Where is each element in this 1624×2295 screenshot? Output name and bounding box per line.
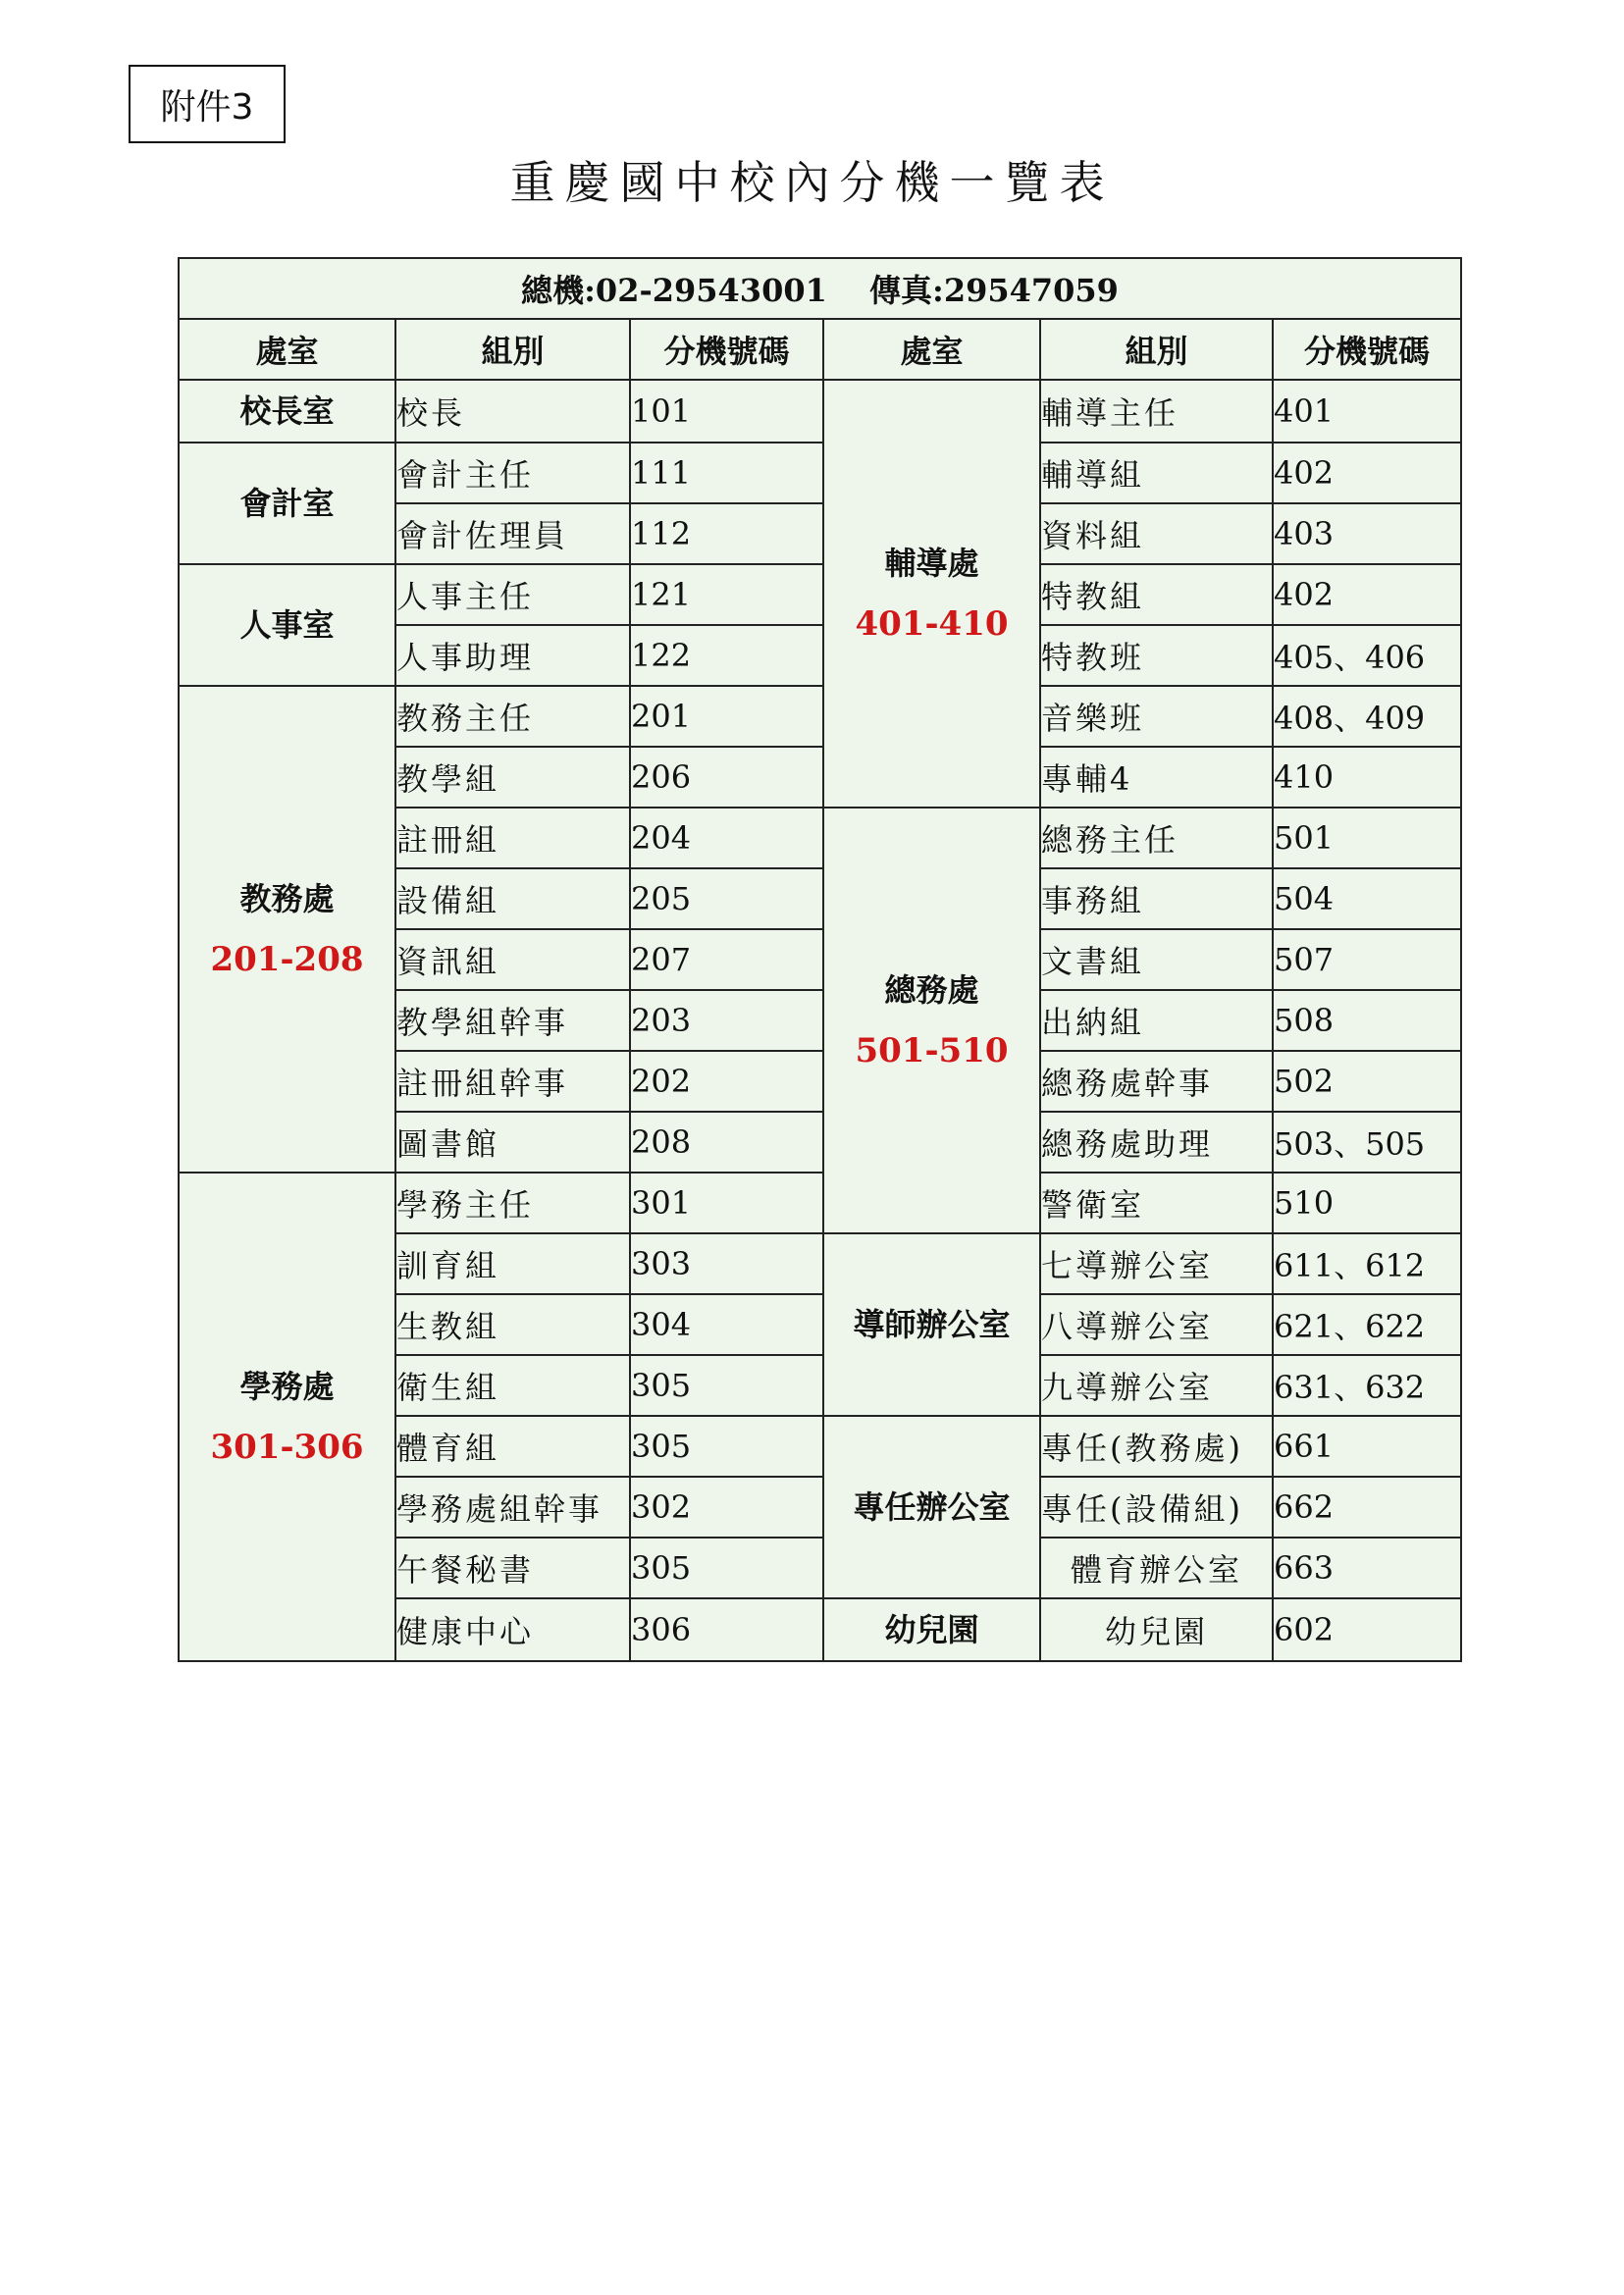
header-office-left: 處室 xyxy=(179,319,395,380)
ext-cell: 507 xyxy=(1273,929,1461,990)
ext-cell: 303 xyxy=(630,1233,823,1294)
page-title: 重慶國中校內分機一覽表 xyxy=(509,156,1115,209)
office-kindergarten: 幼兒園 xyxy=(823,1598,1040,1661)
group-cell: 生教組 xyxy=(395,1294,630,1355)
ext-cell: 410 xyxy=(1273,747,1461,808)
ext-cell: 402 xyxy=(1273,443,1461,503)
ext-cell: 207 xyxy=(630,929,823,990)
header-office-right: 處室 xyxy=(823,319,1040,380)
student-affairs-range: 301-306 xyxy=(210,1428,364,1467)
office-student-affairs: 學務處 301-306 xyxy=(179,1173,395,1661)
group-cell: 人事主任 xyxy=(395,564,630,625)
ext-cell: 502 xyxy=(1273,1051,1461,1112)
header-ext-left: 分機號碼 xyxy=(630,319,823,380)
header-ext-right: 分機號碼 xyxy=(1273,319,1461,380)
ext-cell: 602 xyxy=(1273,1598,1461,1661)
office-counseling: 輔導處 401-410 xyxy=(823,380,1040,808)
group-cell: 總務處幹事 xyxy=(1040,1051,1273,1112)
group-cell: 校長 xyxy=(395,380,630,443)
counseling-range: 401-410 xyxy=(855,604,1009,644)
group-cell: 特教班 xyxy=(1040,625,1273,686)
group-cell: 專輔4 xyxy=(1040,747,1273,808)
group-cell: 學務主任 xyxy=(395,1173,630,1233)
ext-cell: 408、409 xyxy=(1273,686,1461,747)
group-cell: 總務主任 xyxy=(1040,808,1273,868)
ext-cell: 661 xyxy=(1273,1416,1461,1477)
office-subject-teachers: 專任辦公室 xyxy=(823,1416,1040,1598)
office-academic: 教務處 201-208 xyxy=(179,686,395,1173)
group-cell: 會計佐理員 xyxy=(395,503,630,564)
group-cell: 七導辦公室 xyxy=(1040,1233,1273,1294)
group-cell: 專任(設備組) xyxy=(1040,1477,1273,1538)
group-cell: 健康中心 xyxy=(395,1598,630,1661)
table-row xyxy=(179,443,1461,503)
group-cell: 午餐秘書 xyxy=(395,1538,630,1598)
ext-cell: 403 xyxy=(1273,503,1461,564)
table-row xyxy=(179,1173,1461,1233)
office-homeroom: 導師辦公室 xyxy=(823,1233,1040,1416)
ext-cell: 401 xyxy=(1273,380,1461,443)
ext-cell: 205 xyxy=(630,868,823,929)
ext-cell: 631、632 xyxy=(1273,1355,1461,1416)
group-cell: 會計主任 xyxy=(395,443,630,503)
ext-cell: 305 xyxy=(630,1416,823,1477)
ext-cell: 302 xyxy=(630,1477,823,1538)
ext-cell: 206 xyxy=(630,747,823,808)
header-row xyxy=(179,319,1461,380)
attachment-label: 附件3 xyxy=(129,65,286,143)
ext-cell: 306 xyxy=(630,1598,823,1661)
ext-cell: 504 xyxy=(1273,868,1461,929)
extension-table xyxy=(178,257,1462,1662)
ext-cell: 305 xyxy=(630,1538,823,1598)
ext-cell: 202 xyxy=(630,1051,823,1112)
group-cell: 資訊組 xyxy=(395,929,630,990)
group-cell: 出納組 xyxy=(1040,990,1273,1051)
group-cell: 事務組 xyxy=(1040,868,1273,929)
ext-cell: 305 xyxy=(630,1355,823,1416)
group-cell: 專任(教務處) xyxy=(1040,1416,1273,1477)
ext-cell: 208 xyxy=(630,1112,823,1173)
ext-cell: 662 xyxy=(1273,1477,1461,1538)
ext-cell: 611、612 xyxy=(1273,1233,1461,1294)
group-cell: 音樂班 xyxy=(1040,686,1273,747)
ext-cell: 101 xyxy=(630,380,823,443)
office-principal: 校長室 xyxy=(179,380,395,443)
ext-cell: 405、406 xyxy=(1273,625,1461,686)
group-cell: 體育辦公室 xyxy=(1040,1538,1273,1598)
group-cell: 教務主任 xyxy=(395,686,630,747)
academic-range: 201-208 xyxy=(210,940,364,979)
group-cell: 特教組 xyxy=(1040,564,1273,625)
ext-cell: 301 xyxy=(630,1173,823,1233)
group-cell: 教學組幹事 xyxy=(395,990,630,1051)
ext-cell: 663 xyxy=(1273,1538,1461,1598)
group-cell: 資料組 xyxy=(1040,503,1273,564)
group-cell: 文書組 xyxy=(1040,929,1273,990)
table-row xyxy=(179,564,1461,625)
ext-cell: 501 xyxy=(1273,808,1461,868)
group-cell: 註冊組幹事 xyxy=(395,1051,630,1112)
ext-cell: 111 xyxy=(630,443,823,503)
office-personnel: 人事室 xyxy=(179,564,395,686)
ext-cell: 204 xyxy=(630,808,823,868)
ext-cell: 201 xyxy=(630,686,823,747)
group-cell: 衛生組 xyxy=(395,1355,630,1416)
group-cell: 教學組 xyxy=(395,747,630,808)
ext-cell: 304 xyxy=(630,1294,823,1355)
ext-cell: 121 xyxy=(630,564,823,625)
group-cell: 設備組 xyxy=(395,868,630,929)
ext-cell: 122 xyxy=(630,625,823,686)
group-cell: 九導辦公室 xyxy=(1040,1355,1273,1416)
group-cell: 學務處組幹事 xyxy=(395,1477,630,1538)
group-cell: 幼兒園 xyxy=(1040,1598,1273,1661)
main-line-row xyxy=(179,258,1461,319)
group-cell: 輔導主任 xyxy=(1040,380,1273,443)
group-cell: 輔導組 xyxy=(1040,443,1273,503)
group-cell: 總務處助理 xyxy=(1040,1112,1273,1173)
main-line-info: 總機:02-29543001 傳真:29547059 xyxy=(179,258,1461,319)
table-row xyxy=(179,686,1461,747)
ext-cell: 203 xyxy=(630,990,823,1051)
ext-cell: 402 xyxy=(1273,564,1461,625)
group-cell: 人事助理 xyxy=(395,625,630,686)
ext-cell: 621、622 xyxy=(1273,1294,1461,1355)
group-cell: 註冊組 xyxy=(395,808,630,868)
group-cell: 警衛室 xyxy=(1040,1173,1273,1233)
group-cell: 圖書館 xyxy=(395,1112,630,1173)
group-cell: 訓育組 xyxy=(395,1233,630,1294)
table-row xyxy=(179,380,1461,443)
general-affairs-range: 501-510 xyxy=(855,1031,1009,1070)
office-general-affairs: 總務處 501-510 xyxy=(823,808,1040,1233)
header-group-right: 組別 xyxy=(1040,319,1273,380)
ext-cell: 510 xyxy=(1273,1173,1461,1233)
ext-cell: 112 xyxy=(630,503,823,564)
header-group-left: 組別 xyxy=(395,319,630,380)
group-cell: 體育組 xyxy=(395,1416,630,1477)
office-accounting: 會計室 xyxy=(179,443,395,564)
group-cell: 八導辦公室 xyxy=(1040,1294,1273,1355)
ext-cell: 503、505 xyxy=(1273,1112,1461,1173)
ext-cell: 508 xyxy=(1273,990,1461,1051)
